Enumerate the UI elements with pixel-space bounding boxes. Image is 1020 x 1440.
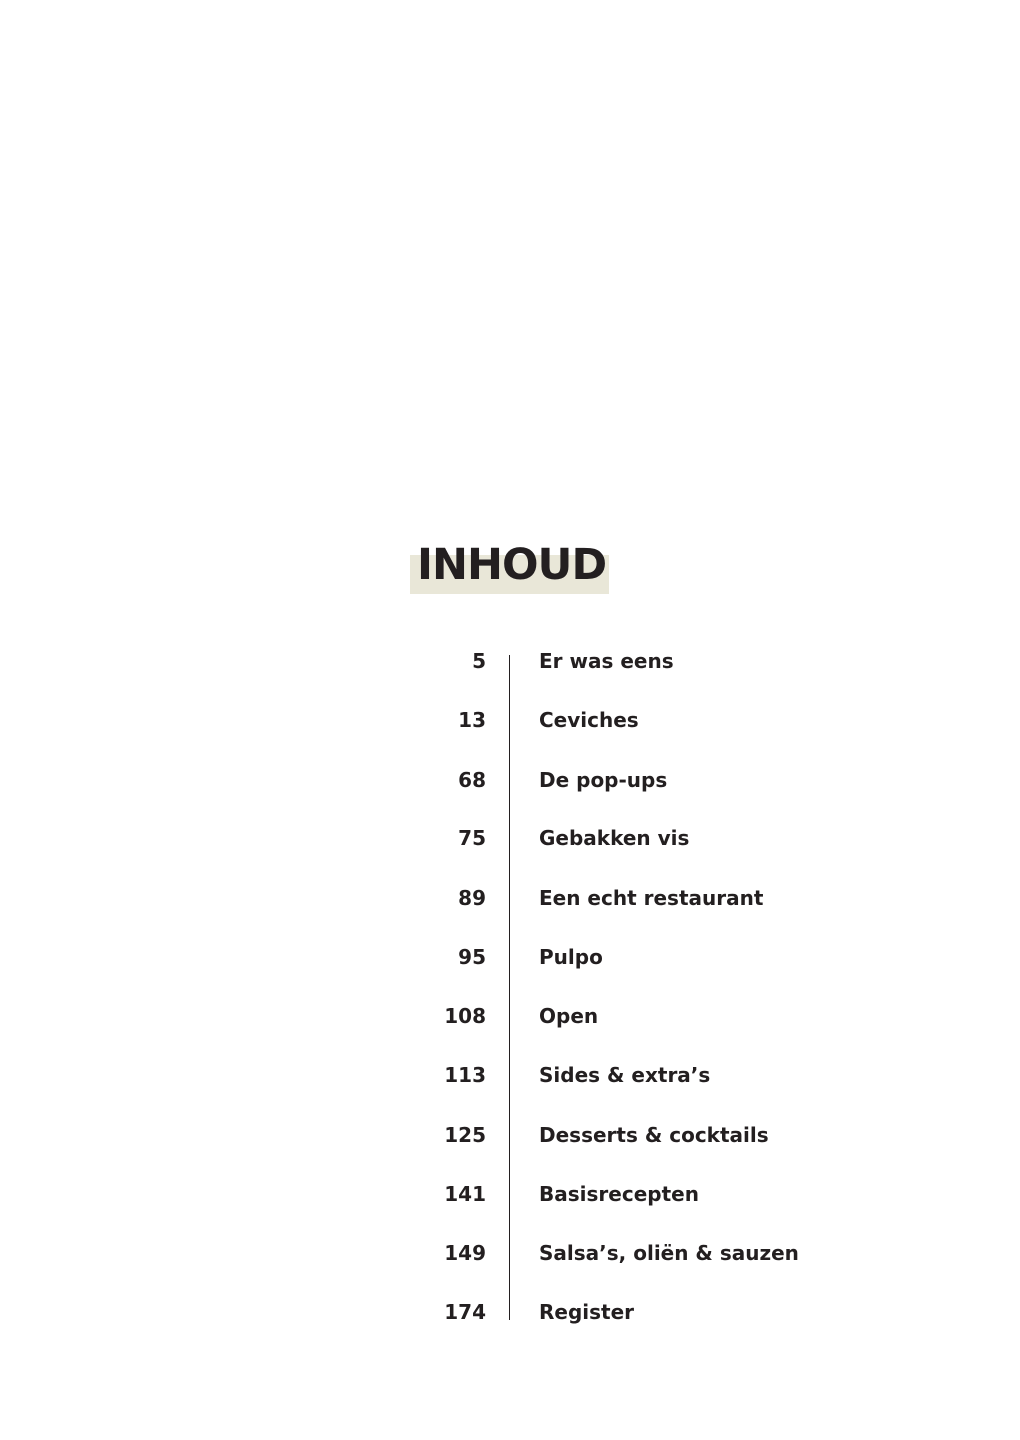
toc-page-number: 68 <box>458 768 486 792</box>
toc-item[interactable] <box>0 942 1020 972</box>
toc-item[interactable] <box>0 823 1020 853</box>
toc-page-number: 89 <box>458 886 486 910</box>
toc-page-number: 5 <box>472 649 486 673</box>
toc-item[interactable] <box>0 1297 1020 1327</box>
toc-chapter-title: Basisrecepten <box>539 1182 699 1206</box>
toc-chapter-title: Pulpo <box>539 945 603 969</box>
toc-chapter-title: Gebakken vis <box>539 826 690 850</box>
toc-item[interactable] <box>0 705 1020 735</box>
toc-chapter-title: Sides & extra’s <box>539 1063 711 1087</box>
toc-item[interactable] <box>0 1060 1020 1090</box>
toc-page-number: 141 <box>444 1182 486 1206</box>
toc-item[interactable] <box>0 1120 1020 1150</box>
toc-item[interactable] <box>0 765 1020 795</box>
toc-divider <box>509 655 510 1320</box>
toc-page-number: 149 <box>444 1241 486 1265</box>
toc-item[interactable] <box>0 1179 1020 1209</box>
toc-chapter-title: Salsa’s, oliën & sauzen <box>539 1241 799 1265</box>
toc-chapter-title: Open <box>539 1004 599 1028</box>
page-title: INHOUD <box>417 540 607 590</box>
toc-chapter-title: De pop-ups <box>539 768 668 792</box>
toc-chapter-title: Desserts & cocktails <box>539 1123 769 1147</box>
toc-page-number: 75 <box>458 826 486 850</box>
toc-page-number: 113 <box>444 1063 486 1087</box>
toc-chapter-title: Een echt restaurant <box>539 886 764 910</box>
toc-page-number: 13 <box>458 708 486 732</box>
toc-page-number: 174 <box>444 1300 486 1324</box>
toc-item[interactable] <box>0 646 1020 676</box>
toc-item[interactable] <box>0 883 1020 913</box>
toc-chapter-title: Ceviches <box>539 708 639 732</box>
toc-page-number: 108 <box>444 1004 486 1028</box>
toc-chapter-title: Er was eens <box>539 649 674 673</box>
toc-item[interactable] <box>0 1238 1020 1268</box>
toc-page-number: 95 <box>458 945 486 969</box>
toc-item[interactable] <box>0 1001 1020 1031</box>
page-title-block <box>410 538 610 596</box>
toc-chapter-title: Register <box>539 1300 635 1324</box>
toc-page-number: 125 <box>444 1123 486 1147</box>
